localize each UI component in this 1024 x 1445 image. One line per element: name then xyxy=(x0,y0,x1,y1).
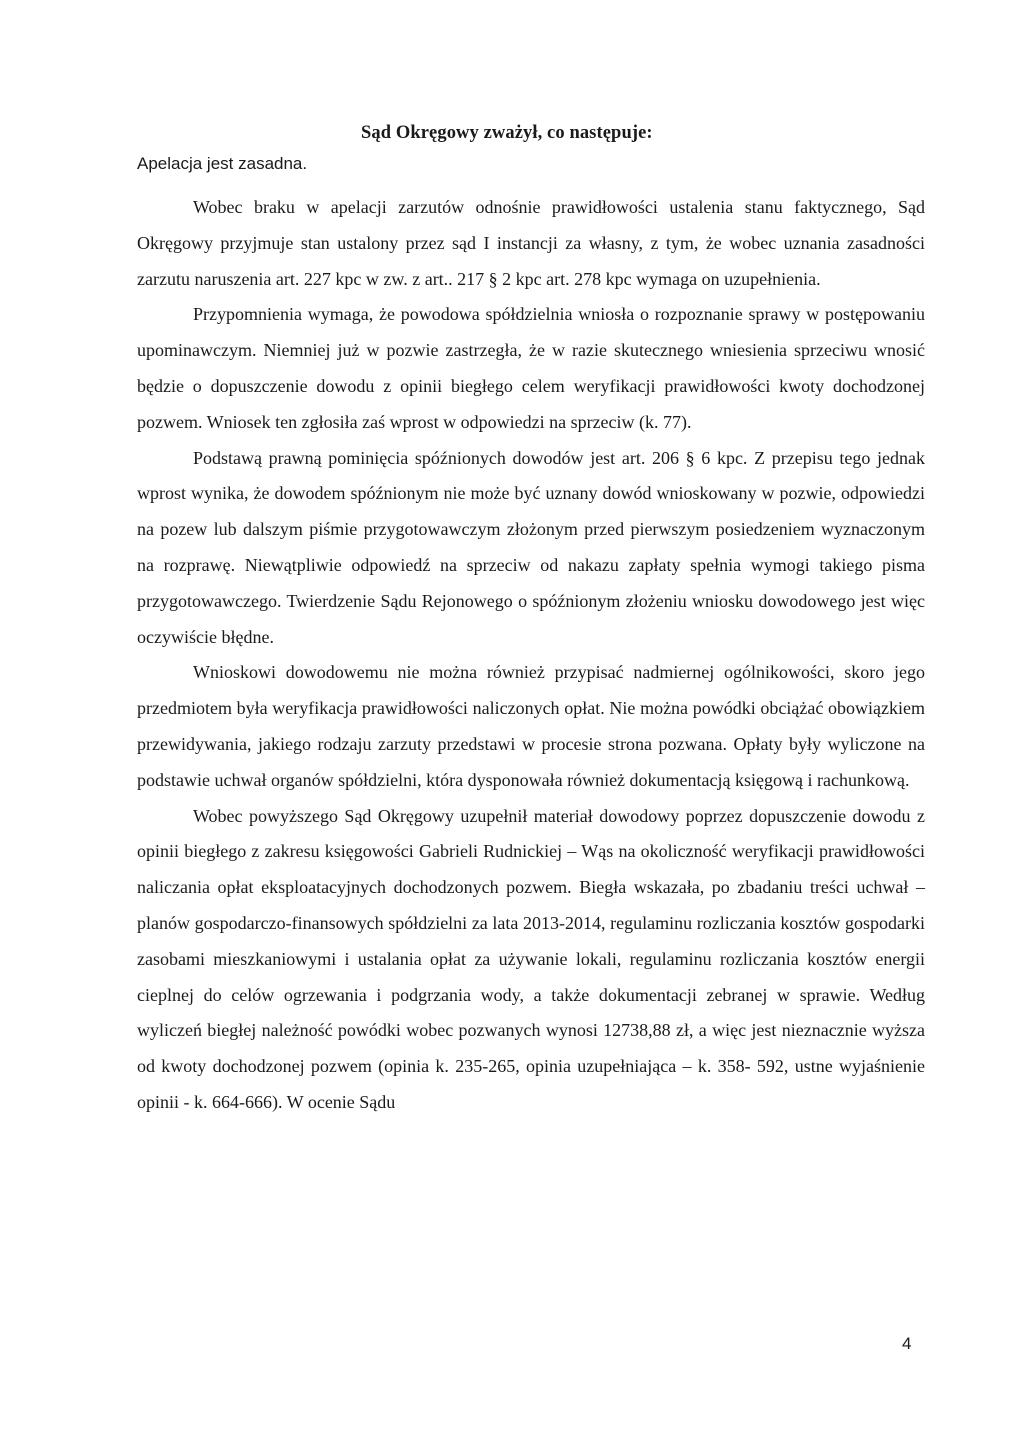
paragraph: Wobec powyższego Sąd Okręgowy uzupełnił materiał dowodowy poprzez dopuszczenie dowodu z opinii biegłego z zakresu księgowości Gabrieli Rudnickiej – Wąs na okoliczność weryfikacji prawidłowości naliczania opłat eksploatacyjnych dochodzonych pozwem. Biegła wskazała, po zbadaniu treści uchwał – planów gospodarczo-finansowych spółdzielni za lata 2013-2014, regulaminu rozliczania kosztów gospodarki zasobami mieszkaniowymi i ustalania opłat za używanie lokali, regulaminu rozliczania kosztów energii cieplnej do celów ogrzewania i podgrzania wody, a także dokumentacji zebranej w sprawie. Według wyliczeń biegłej należność powódki wobec pozwanych wynosi 12738,88 zł, a więc jest nieznacznie wyższa od kwoty dochodzonej pozwem (opinia k. 235-265, opinia uzupełniająca – k. 358- 592, ustne wyjaśnienie opinii - k. 664-666). W ocenie Sądu xyxy=(137,805,925,1112)
opening-statement: Apelacja jest zasadna. xyxy=(137,154,308,173)
paragraph: Podstawą prawną pominięcia spóźnionych dowodów jest art. 206 § 6 kpc. Z przepisu tego jednak wprost wynika, że dowodem spóźnionym nie może być uznany dowód wnioskowany w pozwie, odpowiedzi na pozew lub dalszym piśmie przygotowawczym złożonym przed pierwszym posiedzeniem wyznaczonym na rozprawę. Niewątpliwie odpowiedź na sprzeciw od nakazu zapłaty spełnia wymogi takiego pisma przygotowawczego. Twierdzenie Sądu Rejonowego o spóźnionym złożeniu wniosku dowodowego jest więc oczywiście błędne. xyxy=(137,447,925,647)
paragraph: Wobec braku w apelacji zarzutów odnośnie prawidłowości ustalenia stanu faktycznego, Sąd Okręgowy przyjmuje stan ustalony przez sąd I instancji za własny, z tym, że wobec uznania zasadności zarzutu naruszenia art. 227 kpc w zw. z art.. 217 § 2 kpc art. 278 kpc wymaga on uzupełnienia. xyxy=(137,197,925,289)
section-heading: Sąd Okręgowy zważył, co następuje: xyxy=(361,123,653,143)
page-number: 4 xyxy=(902,1334,912,1353)
body-text xyxy=(137,190,925,1121)
paragraph: Wnioskowi dowodowemu nie można również przypisać nadmiernej ogólnikowości, skoro jego przedmiotem była weryfikacja prawidłowości naliczonych opłat. Nie można powódki obciążać obowiązkiem przewidywania, jakiego rodzaju zarzuty przedstawi w procesie strona pozwana. Opłaty były wyliczone na podstawie uchwał organów spółdzielni, która dysponowała również dokumentacją księgową i rachunkową. xyxy=(137,662,925,790)
paragraph: Przypomnienia wymaga, że powodowa spółdzielnia wniosła o rozpoznanie sprawy w postępowaniu upominawczym. Niemniej już w pozwie zastrzegła, że w razie skutecznego wniesienia sprzeciwu wnosić będzie o dopuszczenie dowodu z opinii biegłego celem weryfikacji prawidłowości kwoty dochodzonej pozwem. Wniosek ten zgłosiła zaś wprost w odpowiedzi na sprzeciw (k. 77). xyxy=(137,304,925,432)
